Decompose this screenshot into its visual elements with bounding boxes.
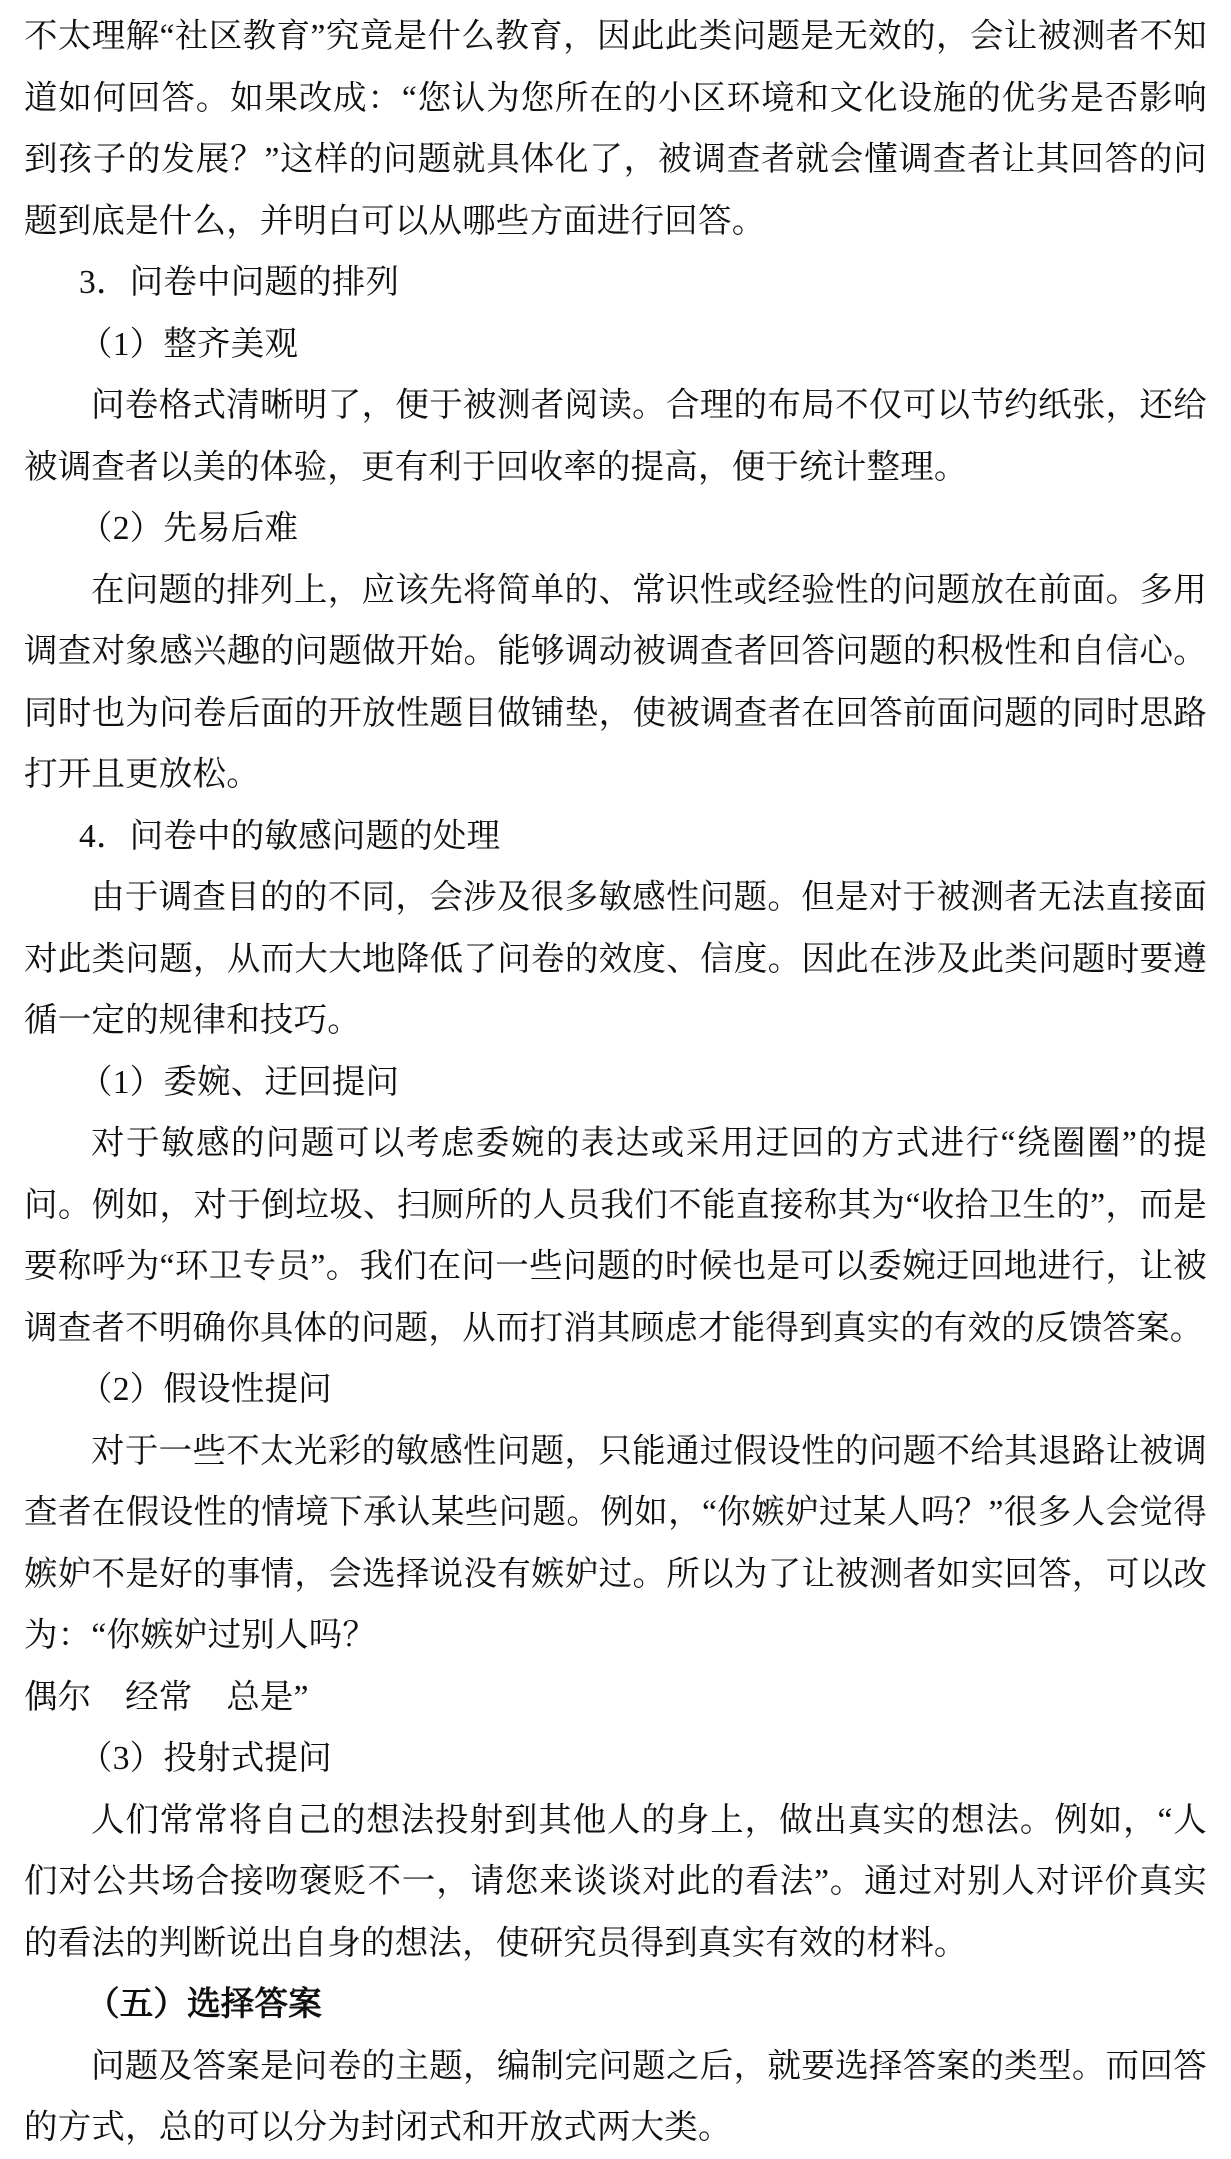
paragraph-1-2: 在问题的排列上，应该先将简单的、常识性或经验性的问题放在前面。多用调查对象感兴趣的问题做开始。能够调动被调查者回答问题的积极性和自信心。同时也为问卷后面的开放性题目做铺垫，使被调查者在回答前面问题的同时思路打开且更放松。	[24, 571, 1207, 793]
heading-3-question-arrangement: 3．问卷中问题的排列	[79, 264, 400, 301]
answer-option-scale: 偶尔 经常 总是”	[24, 1678, 309, 1716]
paragraph-4-1: 对于敏感的问题可以考虑委婉的表达或采用迂回的方式进行“绕圈圈”的提问。例如，对于倒垃圾、扫厕所的人员我们不能直接称其为“收拾卫生的”，而是要称呼为“环卫专员”。我们在问一些问题的时候也是可以委婉迂回地进行，让被调查者不明确你具体的问题，从而打消其顾虑才能得到真实的有效的反馈答案。	[24, 1125, 1207, 1347]
heading-4-sensitive-questions: 4．问卷中的敏感问题的处理	[79, 817, 501, 855]
paragraph-1-1: 问卷格式清晰明了，便于被测者阅读。合理的布局不仅可以节约纸张，还给被调查者以美的体验，更有利于回收率的提高，便于统计整理。	[24, 387, 1207, 486]
enum-1-2-easy-first: （2）先易后难	[79, 510, 299, 547]
paragraph-continuation: 不太理解“社区教育”究竟是什么教育，因此此类问题是无效的，会让被测者不知道如何回答。如果改成：“您认为您所在的小区环境和文化设施的优劣是否影响到孩子的发展？”这样的问题就具体化了，被调查者就会懂调查者让其回答的问题到底是什么，并明白可以从哪些方面进行回答。	[24, 18, 1207, 240]
enum-4-3-projective-questioning: （3）投射式提问	[79, 1740, 332, 1777]
enum-1-1-neat-appearance: （1）整齐美观	[79, 325, 299, 363]
section-heading-five-choose-answers: （五）选择答案	[86, 1986, 322, 2023]
paragraph-4-3: 人们常常将自己的想法投射到其他人的身上，做出真实的想法。例如，“人们对公共场合接吻褒贬不一，请您来谈谈对此的看法”。通过对别人对评价真实的看法的判断说出自身的想法，使研究员得到真实有效的材料。	[24, 1801, 1207, 1962]
paragraph-4-intro: 由于调查目的的不同，会涉及很多敏感性问题。但是对于被测者无法直接面对此类问题，从而大大地降低了问卷的效度、信度。因此在涉及此类问题时要遵循一定的规律和技巧。	[24, 879, 1207, 1039]
paragraph-4-2: 对于一些不太光彩的敏感性问题，只能通过假设性的问题不给其退路让被调查者在假设性的情境下承认某些问题。例如，“你嫉妒过某人吗？”很多人会觉得嫉妒不是好的事情，会选择说没有嫉妒过。所以为了让被测者如实回答，可以改为：“你嫉妒过别人吗？	[24, 1432, 1207, 1654]
paragraph-5: 问题及答案是问卷的主题，编制完问题之后，就要选择答案的类型。而回答的方式，总的可以分为封闭式和开放式两大类。	[24, 2047, 1207, 2146]
enum-4-1-indirect-questioning: （1）委婉、迂回提问	[79, 1063, 400, 1101]
enum-4-2-hypothetical-questioning: （2）假设性提问	[79, 1371, 332, 1408]
